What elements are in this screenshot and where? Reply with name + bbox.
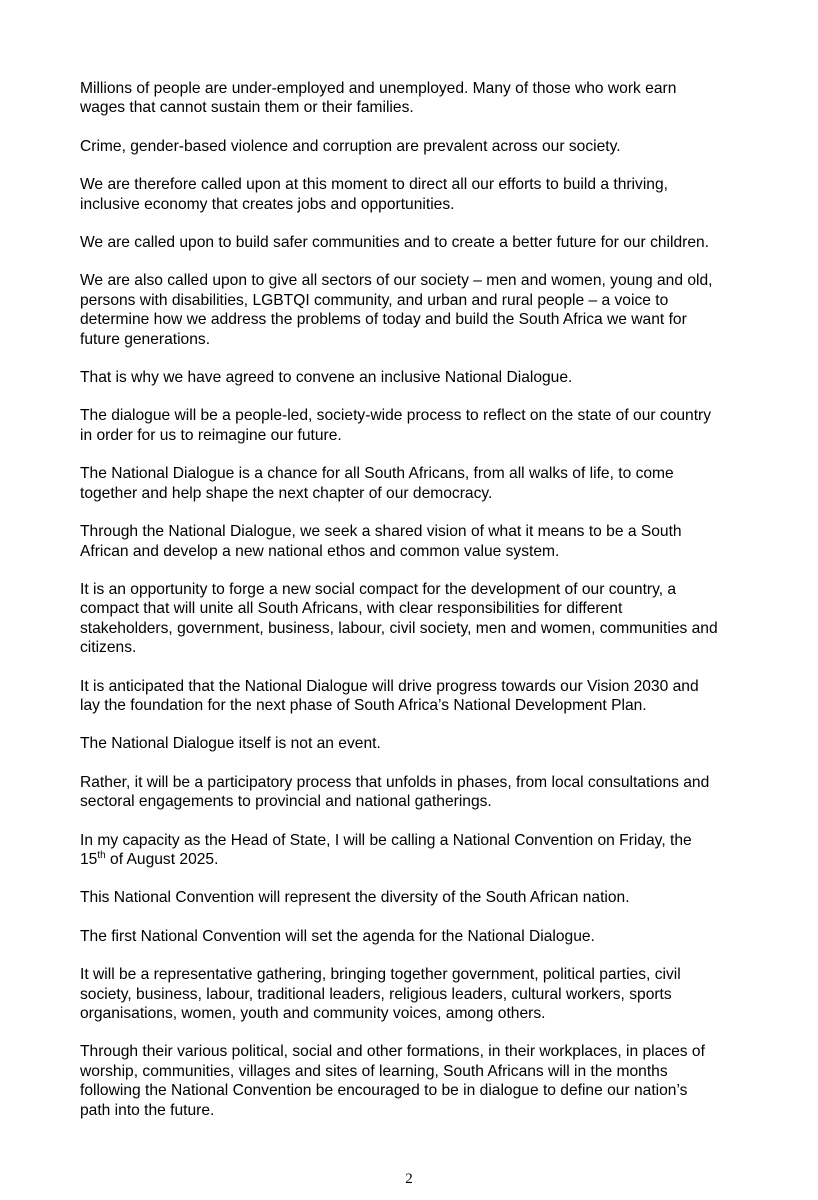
convention-date-text: In my capacity as the Head of State, I will be calling a National Convention on Friday, the 15 xyxy=(80,831,692,868)
paragraph: Through their various political, social and other formations, in their workplaces, in places of worship, communities, villages and sites of learning, South Africans will in the months following the National Convention be encouraged to be in dialogue to define our nation’s path into the future. xyxy=(80,1043,705,1119)
paragraph: We are called upon to build safer communities and to create a better future for our children. xyxy=(80,234,710,252)
paragraph: That is why we have agreed to convene an inclusive National Dialogue. xyxy=(80,369,573,387)
paragraph: Through the National Dialogue, we seek a shared vision of what it means to be a South African and develop a new national ethos and common value system. xyxy=(80,523,682,560)
paragraph: The dialogue will be a people-led, society-wide process to reflect on the state of our country in order for us to reimagine our future. xyxy=(80,407,712,444)
paragraph: This National Convention will represent the diversity of the South African nation. xyxy=(80,889,630,907)
paragraph: Millions of people are under-employed and unemployed. Many of those who work earn wages that cannot sustain them or their families. xyxy=(80,80,677,117)
paragraph: The National Dialogue itself is not an event. xyxy=(80,735,381,753)
paragraph: We are also called upon to give all sectors of our society – men and women, young and old, persons with disabilities, LGBTQI community, and urban and rural people – a voice to determine how we address the problems of today and build the South Africa we want for future generations. xyxy=(80,272,713,348)
document-body xyxy=(80,79,770,1139)
paragraph: Crime, gender-based violence and corruption are prevalent across our society. xyxy=(80,137,621,155)
paragraph: It is an opportunity to forge a new social compact for the development of our country, a compact that will unite all South Africans, with clear responsibilities for different stakeholders, government, business, labour, civil society, men and women, communities and citizens. xyxy=(80,580,718,657)
page-number: 2 xyxy=(405,1171,413,1187)
paragraph: It is anticipated that the National Dialogue will drive progress towards our Vision 2030 and lay the foundation for the next phase of South Africa’s National Development Plan. xyxy=(80,677,699,714)
paragraph: Rather, it will be a participatory process that unfolds in phases, from local consultations and sectoral engagements to provincial and national gatherings. xyxy=(80,773,710,811)
paragraph: We are therefore called upon at this moment to direct all our efforts to build a thriving, inclusive economy that creates jobs and opportunities. xyxy=(80,176,668,213)
paragraph: The National Dialogue is a chance for all South Africans, from all walks of life, to come together and help shape the next chapter of our democracy. xyxy=(80,465,674,502)
convention-date-text-end: of August 2025. xyxy=(105,850,219,868)
convention-date-paragraph xyxy=(80,831,770,870)
ordinal-superscript: th xyxy=(97,849,106,861)
paragraph: It will be a representative gathering, bringing together government, political parties, civil society, business, labour, traditional leaders, religious leaders, cultural workers, sports organisations, women, youth and community voices, among others. xyxy=(80,966,681,1022)
paragraph: The first National Convention will set the agenda for the National Dialogue. xyxy=(80,927,595,945)
